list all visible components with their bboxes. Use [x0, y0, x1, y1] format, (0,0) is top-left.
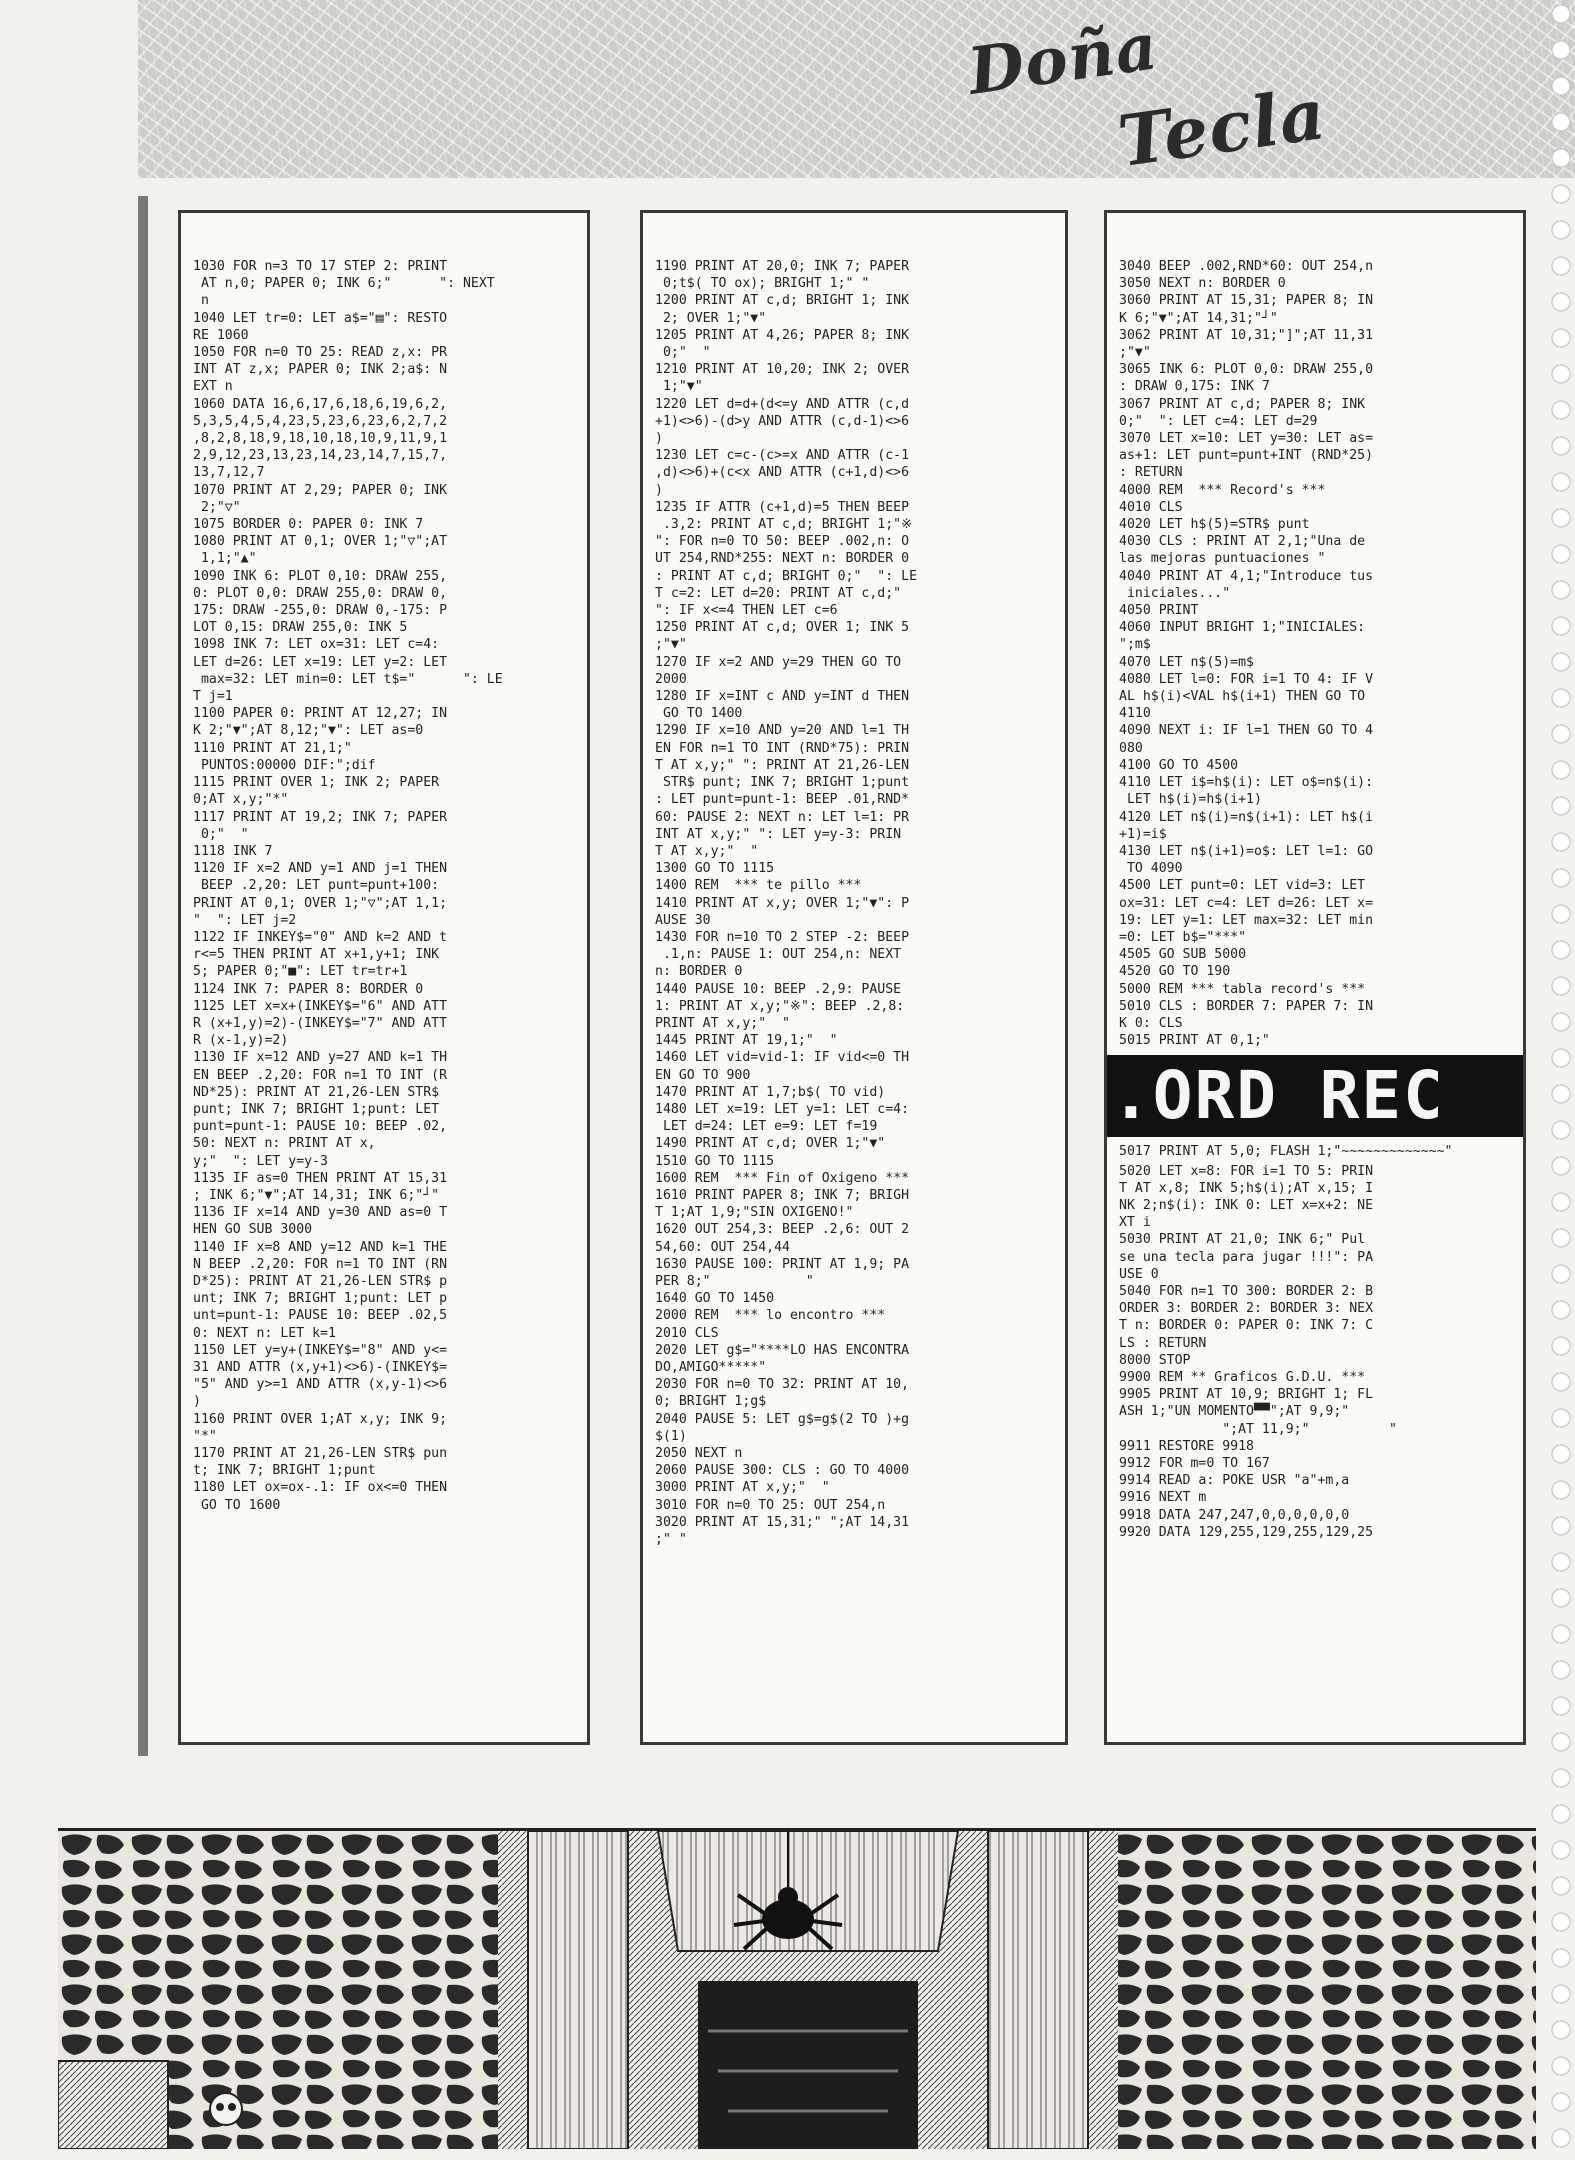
- logo-line-1: Doña: [963, 9, 1163, 110]
- code-listing-3a: 3040 BEEP .002,RND*60: OUT 254,n 3050 NEXT n: BORDER 0 3060 PRINT AT 15,31; PAPER 8; IN K 6;"▼";AT 14,31;"┘" 3062 PRINT AT 10,31;"]";AT 11,31 ;"▼" 3065 INK 6: PLOT 0,0: DRAW 255,0 : DRAW 0,175: INK 7 3067 PRINT AT c,d; PAPER 8; INK 0;" ": LET c=4: LET d=29 3070 LET x=10: LET y=30: LET as= as+1: LET punt=punt+INT (RND*25) : RETURN 4000 REM *** Record's *** 4010 CLS 4020 LET h$(5)=STR$ punt 4030 CLS : PRINT AT 2,1;"Una de las mejoras puntuaciones " 4040 PRINT AT 4,1;"Introduce tus iniciales..." 4050 PRINT 4060 INPUT BRIGHT 1;"INICIALES: ";m$ 4070 LET n$(5)=m$ 4080 LET l=0: FOR i=1 TO 4: IF V AL h$(i)<VAL h$(i+1) THEN GO TO 4110 4090 NEXT i: IF l=1 THEN GO TO 4 080 4100 GO TO 4500 4110 LET i$=h$(i): LET o$=n$(i): LET h$(i)=h$(i+1) 4120 LET n$(i)=n$(i+1): LET h$(i +1)=i$ 4130 LET n$(i+1)=o$: LET l=1: GO TO 4090 4500 LET punt=0: LET vid=3: LET ox=31: LET c=4: LET d=26: LET x= 19: LET y=1: LET max=32: LET min =0: LET b$="***" 4505 GO SUB 5000 4520 GO TO 190 5000 REM *** tabla record's *** 5010 CLS : BORDER 7: PAPER 7: IN K 0: CLS 5015 PRINT AT 0,1;": [1119, 259, 1374, 1049]
- spiral-binding: [1547, 0, 1575, 2160]
- listing-column-1: [178, 210, 590, 1745]
- header-band: [138, 0, 1575, 178]
- margin-bar: [138, 196, 148, 1756]
- dungeon-drawing: [58, 1831, 1536, 2149]
- logo-line-2: Tecla: [1113, 71, 1331, 184]
- code-listing-3b: 5017 PRINT AT 5,0; FLASH 1;"~~~~~~~~~~~~~": [1119, 1144, 1453, 1160]
- stone-wall-right-icon: [1118, 1831, 1536, 2149]
- listing-column-2: [640, 210, 1068, 1745]
- pillar-right-icon: [988, 1831, 1088, 2149]
- code-listing-1: 1030 FOR n=3 TO 17 STEP 2: PRINT AT n,0; PAPER 0; INK 6;" ": NEXT n 1040 LET tr=0: LET a$="▤": RESTO RE 1060 1050 FOR n=0 TO 25: READ z,x: PR INT AT z,x; PAPER 0; INK 2;a$: N EXT n 1060 DATA 16,6,17,6,18,6,19,6,2, 5,3,5,4,5,4,23,5,23,6,23,6,2,7,2 ,8,2,8,18,9,18,10,18,10,9,11,9,1 2,9,12,23,13,23,14,23,14,7,15,7, 13,7,12,7 1070 PRINT AT 2,29; PAPER 0; INK 2;"▽" 1075 BORDER 0: PAPER 0: INK 7 1080 PRINT AT 0,1; OVER 1;"▽";AT 1,1;"▲" 1090 INK 6: PLOT 0,10: DRAW 255, 0: PLOT 0,0: DRAW 255,0: DRAW 0, 175: DRAW -255,0: DRAW 0,-175: P LOT 0,15: DRAW 255,0: INK 5 1098 INK 7: LET ox=31: LET c=4: LET d=26: LET x=19: LET y=2: LET max=32: LET min=0: LET t$=" ": LE T j=1 1100 PAPER 0: PRINT AT 12,27; IN K 2;"▼";AT 8,12;"▼": LET as=0 1110 PRINT AT 21,1;" PUNTOS:00000 DIF:";dif 1115 PRINT OVER 1; INK 2; PAPER 0;AT x,y;"*" 1117 PRINT AT 19,2; INK 7; PAPER 0;" " 1118 INK 7 1120 IF x=2 AND y=1 AND j=1 THEN BEEP .2,20: LET punt=punt+100: PRINT AT 0,1; OVER 1;"▽";AT 1,1; " ": LET j=2 1122 IF INKEY$="0" AND k=2 AND t r<=5 THEN PRINT AT x+1,y+1; INK 5; PAPER 0;"■": LET tr=tr+1 1124 INK 7: PAPER 8: BORDER 0 1125 LET x=x+(INKEY$="6" AND ATT R (x+1,y)=2)-(INKEY$="7" AND ATT R (x-1,y)=2) 1130 IF x=12 AND y=27 AND k=1 TH EN BEEP .2,20: FOR n=1 TO INT (R ND*25): PRINT AT 21,26-LEN STR$ punt; INK 7; BRIGHT 1;punt: LET punt=punt-1: PAUSE 10: BEEP .02, 50: NEXT n: PRINT AT x, y;" ": LET y=y-3 1135 IF as=0 THEN PRINT AT 15,31 ; INK 6;"▼";AT 14,31; INK 6;"┘" 1136 IF x=14 AND y=30 AND as=0 T HEN GO SUB 3000 1140 IF x=8 AND y=12 AND k=1 THE N BEEP .2,20: FOR n=1 TO INT (RN D*25): PRINT AT 21,26-LEN STR$ p unt; INK 7; BRIGHT 1;punt: LET p unt=punt-1: PAUSE 10: BEEP .02,5 0: NEXT n: LET k=1 1150 LET y=y+(INKEY$="8" AND y<= 31 AND ATTR (x,y+1)<>6)-(INKEY$= "5" AND y>=1 AND ATTR (x,y-1)<>6 ) 1160 PRINT OVER 1;AT x,y; INK 9; "*" 1170 PRINT AT 21,26-LEN STR$ pun t; INK 7; BRIGHT 1;punt 1180 LET ox=ox-.1: IF ox<=0 THEN GO TO 1600: [193, 259, 503, 1513]
- listing-column-3: [1104, 210, 1526, 1745]
- code-listing-2: 1190 PRINT AT 20,0; INK 7; PAPER 0;t$( TO ox); BRIGHT 1;" " 1200 PRINT AT c,d; BRIGHT 1; INK 2; OVER 1;"▼" 1205 PRINT AT 4,26; PAPER 8; INK 0;" " 1210 PRINT AT 10,20; INK 2; OVER 1;"▼" 1220 LET d=d+(d<=y AND ATTR (c,d +1)<>6)-(d>y AND ATTR (c,d-1)<>6 ) 1230 LET c=c-(c>=x AND ATTR (c-1 ,d)<>6)+(c<x AND ATTR (c+1,d)<>6 ) 1235 IF ATTR (c+1,d)=5 THEN BEEP .3,2: PRINT AT c,d; BRIGHT 1;"※ ": FOR n=0 TO 50: BEEP .002,n: O UT 254,RND*255: NEXT n: BORDER 0 : PRINT AT c,d; BRIGHT 0;" ": LE T c=2: LET d=20: PRINT AT c,d;" ": IF x<=4 THEN LET c=6 1250 PRINT AT c,d; OVER 1; INK 5 ;"▼" 1270 IF x=2 AND y=29 THEN GO TO 2000 1280 IF x=INT c AND y=INT d THEN GO TO 1400 1290 IF x=10 AND y=20 AND l=1 TH EN FOR n=1 TO INT (RND*75): PRIN T AT x,y;" ": PRINT AT 21,26-LEN STR$ punt; INK 7; BRIGHT 1;punt : LET punt=punt-1: BEEP .01,RND* 60: PAUSE 2: NEXT n: LET l=1: PR INT AT x,y;" ": LET y=y-3: PRIN T AT x,y;" " 1300 GO TO 1115 1400 REM *** te pillo *** 1410 PRINT AT x,y; OVER 1;"▼": P AUSE 30 1430 FOR n=10 TO 2 STEP -2: BEEP .1,n: PAUSE 1: OUT 254,n: NEXT n: BORDER 0 1440 PAUSE 10: BEEP .2,9: PAUSE 1: PRINT AT x,y;"※": BEEP .2,8: PRINT AT x,y;" " 1445 PRINT AT 19,1;" " 1460 LET vid=vid-1: IF vid<=0 TH EN GO TO 900 1470 PRINT AT 1,7;b$( TO vid) 1480 LET x=19: LET y=1: LET c=4: LET d=24: LET e=9: LET f=19 1490 PRINT AT c,d; OVER 1;"▼" 1510 GO TO 1115 1600 REM *** Fin of Oxigeno *** 1610 PRINT PAPER 8; INK 7; BRIGH T 1;AT 1,9;"SIN OXIGENO!" 1620 OUT 254,3: BEEP .2,6: OUT 2 54,60: OUT 254,44 1630 PAUSE 100: PRINT AT 1,9; PA PER 8;" " 1640 GO TO 1450 2000 REM *** lo encontro *** 2010 CLS 2020 LET g$="****LO HAS ENCONTRA DO,AMIGO*****" 2030 FOR n=0 TO 32: PRINT AT 10, 0; BRIGHT 1;g$ 2040 PAUSE 5: LET g$=g$(2 TO )+g $(1) 2050 NEXT n 2060 PAUSE 300: CLS : GO TO 4000 3000 PRINT AT x,y;" " 3010 FOR n=0 TO 25: OUT 254,n 3020 PRINT AT 15,31;" ";AT 14,31 ;" ": [655, 259, 918, 1548]
- code-listing-3c: 5020 LET x=8: FOR i=1 TO 5: PRIN T AT x,8; INK 5;h$(i);AT x,15; I NK 2;n$(i): INK 0: LET x=x+2: NE XT i 5030 PRINT AT 21,0; INK 6;" Pul se una tecla para jugar !!!": PA USE 0 5040 FOR n=1 TO 300: BORDER 2: B ORDER 3: BORDER 2: BORDER 3: NEX T n: BORDER 0: PAPER 0: INK 7: C LS : RETURN 8000 STOP 9900 REM ** Graficos G.D.U. *** 9905 PRINT AT 10,9; BRIGHT 1; FL ASH 1;"UN MOMENTO▀▀";AT 9,9;" ";AT 11,9;" " 9911 RESTORE 9918 9912 FOR m=0 TO 167 9914 READ a: POKE USR "a"+m,a 9916 NEXT m 9918 DATA 247,247,0,0,0,0,0,0 9920 DATA 129,255,129,255,129,25: [1119, 1163, 1397, 1540]
- skull-icon: [210, 2093, 242, 2125]
- record-banner: .ORD REC: [1107, 1055, 1523, 1137]
- dungeon-illustration: [58, 1828, 1536, 2149]
- dona-tecla-logo: [963, 9, 1338, 184]
- pillar-left-icon: [528, 1831, 628, 2149]
